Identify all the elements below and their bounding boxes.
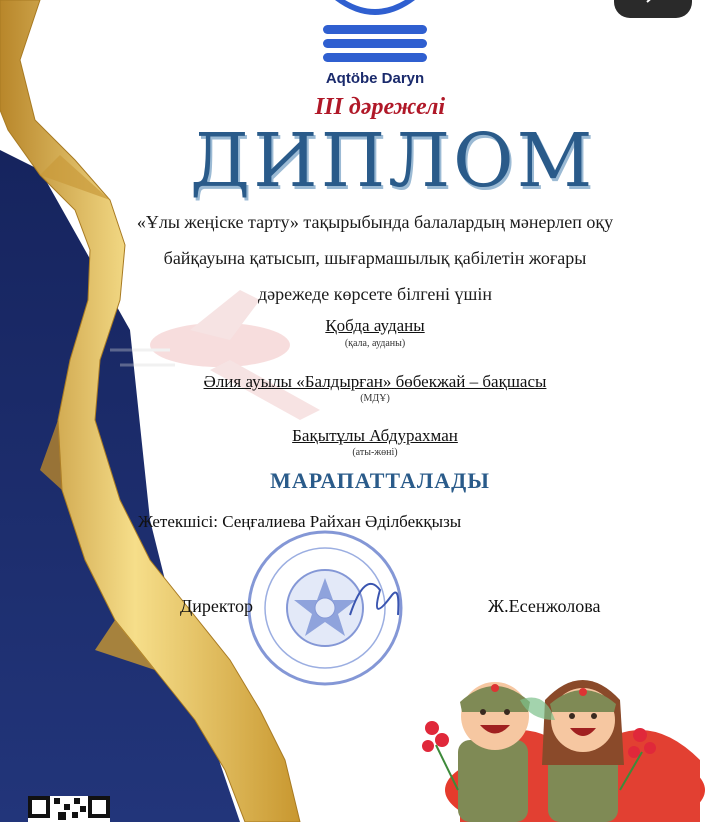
organization-name: Әлия ауылы «Балдырған» бөбекжай – бақшасы [203,372,547,391]
body-line: байқауына қатысып, шығармашылық қабілетін жоғары [163,248,587,268]
aqtobe-daryn-logo [323,0,427,62]
director-label: Директор [180,596,254,616]
recipient-name: Бақытұлы Абдурахман [292,426,458,445]
recipient-caption: (аты-жөні) [352,447,398,458]
kids-illustration [422,680,705,822]
body-line: «Ұлы жеңіске тарту» тақырыбында балалардың мәнерлеп оқу [136,212,614,232]
district-caption: (қала, ауданы) [344,338,406,349]
degree-label: III дәрежелі [314,94,446,120]
awarded-label: МАРАПАТТАЛАДЫ [270,468,490,493]
district-name: Қобда ауданы [325,316,425,335]
organization-caption: (МДҰ) [360,393,390,404]
director-name: Ж.Есенжолова [488,596,601,616]
overlay-button [614,0,692,18]
supervisor-line: Жетекшісі: Сеңғалиева Райхан Әділбекқызы [138,512,462,531]
qr-code [28,796,110,822]
diploma-body [120,204,630,312]
body-line: дәрежеде көрсете білгені үшін [258,284,492,304]
logo-text: Aqtöbe Daryn [325,70,425,87]
diploma-title: ДИПЛОМ [190,118,596,204]
